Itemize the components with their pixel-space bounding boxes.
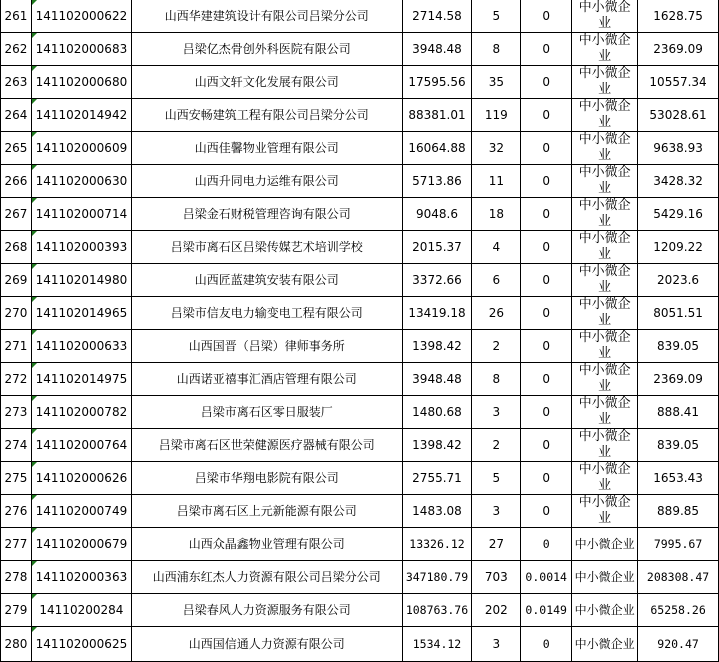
value-cell: 839.05	[638, 429, 719, 462]
row-number-cell: 279	[1, 594, 32, 627]
code-cell: 141102000749	[31, 495, 131, 528]
code-cell: 141102014980	[31, 264, 131, 297]
rate-cell: 0	[521, 264, 572, 297]
count-cell: 5	[472, 0, 521, 33]
company-name-cell: 吕梁市华翔电影院有限公司	[131, 462, 402, 495]
table-row	[1, 594, 719, 627]
amount-cell: 13419.18	[402, 297, 472, 330]
table-row	[1, 231, 719, 264]
row-number-cell: 275	[1, 462, 32, 495]
count-cell: 3	[472, 627, 521, 662]
rate-cell: 0	[521, 396, 572, 429]
count-cell: 11	[472, 165, 521, 198]
code-cell: 141102000393	[31, 231, 131, 264]
row-number-cell: 263	[1, 66, 32, 99]
row-number-cell: 267	[1, 198, 32, 231]
row-number-cell: 272	[1, 363, 32, 396]
company-name-cell: 山西升同电力运维有限公司	[131, 165, 402, 198]
rate-cell: 0	[521, 429, 572, 462]
count-cell: 2	[472, 429, 521, 462]
count-cell: 119	[472, 99, 521, 132]
amount-cell: 108763.76	[402, 594, 472, 627]
table-row	[1, 132, 719, 165]
count-cell: 703	[472, 561, 521, 594]
table-row	[1, 198, 719, 231]
company-name-cell: 吕梁市离石区吕梁传媒艺术培训学校	[131, 231, 402, 264]
count-cell: 8	[472, 33, 521, 66]
value-cell: 888.41	[638, 396, 719, 429]
row-number-cell: 273	[1, 396, 32, 429]
code-cell: 141102000626	[31, 462, 131, 495]
amount-cell: 17595.56	[402, 66, 472, 99]
row-number-cell: 269	[1, 264, 32, 297]
count-cell: 3	[472, 396, 521, 429]
amount-cell: 347180.79	[402, 561, 472, 594]
value-cell: 1209.22	[638, 231, 719, 264]
enterprise-type-cell: 中小微企业	[572, 132, 638, 165]
company-name-cell: 山西佳馨物业管理有限公司	[131, 132, 402, 165]
enterprise-type-cell: 中小微企业	[572, 528, 638, 561]
table-row	[1, 561, 719, 594]
company-name-cell: 吕梁市离石区零日服装厂	[131, 396, 402, 429]
company-name-cell: 吕梁春风人力资源服务有限公司	[131, 594, 402, 627]
row-number-cell: 265	[1, 132, 32, 165]
count-cell: 6	[472, 264, 521, 297]
value-cell: 2023.6	[638, 264, 719, 297]
table-row	[1, 363, 719, 396]
rate-cell: 0	[521, 33, 572, 66]
row-number-cell: 277	[1, 528, 32, 561]
row-number-cell: 276	[1, 495, 32, 528]
code-cell: 141102000363	[31, 561, 131, 594]
row-number-cell: 271	[1, 330, 32, 363]
count-cell: 202	[472, 594, 521, 627]
row-number-cell: 262	[1, 33, 32, 66]
table-row	[1, 396, 719, 429]
company-name-cell: 山西文轩文化发展有限公司	[131, 66, 402, 99]
rate-cell: 0	[521, 165, 572, 198]
enterprise-type-cell: 中小微企业	[572, 495, 638, 528]
rate-cell: 0	[521, 462, 572, 495]
table-row	[1, 462, 719, 495]
enterprise-type-cell: 中小微企业	[572, 462, 638, 495]
count-cell: 26	[472, 297, 521, 330]
enterprise-type-cell: 中小微企业	[572, 66, 638, 99]
value-cell: 208308.47	[638, 561, 719, 594]
enterprise-type-cell: 中小微企业	[572, 99, 638, 132]
amount-cell: 13326.12	[402, 528, 472, 561]
count-cell: 2	[472, 330, 521, 363]
value-cell: 1628.75	[638, 0, 719, 33]
count-cell: 32	[472, 132, 521, 165]
enterprise-type-cell: 中小微企业	[572, 363, 638, 396]
company-name-cell: 山西匠蓝建筑安装有限公司	[131, 264, 402, 297]
code-cell: 141102000622	[31, 0, 131, 33]
enterprise-type-cell: 中小微企业	[572, 33, 638, 66]
row-number-cell: 270	[1, 297, 32, 330]
table-row	[1, 0, 719, 33]
company-name-cell: 山西众晶鑫物业管理有限公司	[131, 528, 402, 561]
amount-cell: 1398.42	[402, 330, 472, 363]
row-number-cell: 280	[1, 627, 32, 662]
code-cell: 141102014942	[31, 99, 131, 132]
company-name-cell: 山西安畅建筑工程有限公司吕梁分公司	[131, 99, 402, 132]
value-cell: 3428.32	[638, 165, 719, 198]
code-cell: 141102000633	[31, 330, 131, 363]
rate-cell: 0.0014	[521, 561, 572, 594]
count-cell: 35	[472, 66, 521, 99]
company-name-cell: 山西诺亚禧事汇酒店管理有限公司	[131, 363, 402, 396]
company-name-cell: 山西华建建筑设计有限公司吕梁分公司	[131, 0, 402, 33]
company-name-cell: 山西国信通人力资源有限公司	[131, 627, 402, 662]
company-name-cell: 吕梁市离石区上元新能源有限公司	[131, 495, 402, 528]
table-row	[1, 330, 719, 363]
enterprise-type-cell: 中小微企业	[572, 627, 638, 662]
code-cell: 141102000630	[31, 165, 131, 198]
count-cell: 3	[472, 495, 521, 528]
enterprise-type-cell: 中小微企业	[572, 231, 638, 264]
code-cell: 141102000680	[31, 66, 131, 99]
value-cell: 839.05	[638, 330, 719, 363]
table-row	[1, 264, 719, 297]
code-cell: 141102000609	[31, 132, 131, 165]
company-name-cell: 山西国晋（吕梁）律师事务所	[131, 330, 402, 363]
code-cell: 141102000782	[31, 396, 131, 429]
table-row	[1, 33, 719, 66]
count-cell: 18	[472, 198, 521, 231]
enterprise-type-cell: 中小微企业	[572, 297, 638, 330]
value-cell: 5429.16	[638, 198, 719, 231]
row-number-cell: 266	[1, 165, 32, 198]
rate-cell: 0	[521, 528, 572, 561]
amount-cell: 2015.37	[402, 231, 472, 264]
amount-cell: 1398.42	[402, 429, 472, 462]
enterprise-type-cell: 中小微企业	[572, 429, 638, 462]
amount-cell: 1534.12	[402, 627, 472, 662]
table-row	[1, 165, 719, 198]
value-cell: 2369.09	[638, 33, 719, 66]
count-cell: 27	[472, 528, 521, 561]
code-cell: 141102014975	[31, 363, 131, 396]
rate-cell: 0	[521, 627, 572, 662]
rate-cell: 0	[521, 99, 572, 132]
rate-cell: 0	[521, 495, 572, 528]
value-cell: 53028.61	[638, 99, 719, 132]
amount-cell: 2755.71	[402, 462, 472, 495]
enterprise-type-cell: 中小微企业	[572, 396, 638, 429]
enterprise-type-cell: 中小微企业	[572, 330, 638, 363]
enterprise-type-cell: 中小微企业	[572, 264, 638, 297]
enterprise-type-cell: 中小微企业	[572, 198, 638, 231]
value-cell: 2369.09	[638, 363, 719, 396]
rate-cell: 0	[521, 66, 572, 99]
row-number-cell: 261	[1, 0, 32, 33]
value-cell: 1653.43	[638, 462, 719, 495]
amount-cell: 5713.86	[402, 165, 472, 198]
count-cell: 5	[472, 462, 521, 495]
code-cell: 141102000683	[31, 33, 131, 66]
company-name-cell: 吕梁市信友电力输变电工程有限公司	[131, 297, 402, 330]
table-row	[1, 429, 719, 462]
code-cell: 14110200284	[31, 594, 131, 627]
amount-cell: 3948.48	[402, 33, 472, 66]
table-row	[1, 297, 719, 330]
enterprise-type-cell: 中小微企业	[572, 0, 638, 33]
value-cell: 9638.93	[638, 132, 719, 165]
value-cell: 920.47	[638, 627, 719, 662]
company-name-cell: 山西浦东红杰人力资源有限公司吕梁分公司	[131, 561, 402, 594]
rate-cell: 0	[521, 198, 572, 231]
amount-cell: 1483.08	[402, 495, 472, 528]
table-row	[1, 528, 719, 561]
company-name-cell: 吕梁金石财税管理咨询有限公司	[131, 198, 402, 231]
enterprise-type-cell: 中小微企业	[572, 594, 638, 627]
rate-cell: 0	[521, 0, 572, 33]
code-cell: 141102014965	[31, 297, 131, 330]
amount-cell: 2714.58	[402, 0, 472, 33]
row-number-cell: 274	[1, 429, 32, 462]
company-name-cell: 吕梁市离石区世荣健源医疗器械有限公司	[131, 429, 402, 462]
table-row	[1, 99, 719, 132]
enterprise-type-cell: 中小微企业	[572, 165, 638, 198]
row-number-cell: 264	[1, 99, 32, 132]
amount-cell: 1480.68	[402, 396, 472, 429]
code-cell: 141102000679	[31, 528, 131, 561]
row-number-cell: 268	[1, 231, 32, 264]
enterprise-type-cell: 中小微企业	[572, 561, 638, 594]
table-body	[1, 0, 719, 662]
amount-cell: 3372.66	[402, 264, 472, 297]
table-row	[1, 66, 719, 99]
row-number-cell: 278	[1, 561, 32, 594]
table-row	[1, 627, 719, 662]
value-cell: 65258.26	[638, 594, 719, 627]
count-cell: 8	[472, 363, 521, 396]
rate-cell: 0.0149	[521, 594, 572, 627]
value-cell: 7995.67	[638, 528, 719, 561]
amount-cell: 16064.88	[402, 132, 472, 165]
rate-cell: 0	[521, 297, 572, 330]
count-cell: 4	[472, 231, 521, 264]
rate-cell: 0	[521, 132, 572, 165]
value-cell: 889.85	[638, 495, 719, 528]
rate-cell: 0	[521, 231, 572, 264]
company-name-cell: 吕梁亿杰骨创外科医院有限公司	[131, 33, 402, 66]
amount-cell: 3948.48	[402, 363, 472, 396]
value-cell: 10557.34	[638, 66, 719, 99]
amount-cell: 9048.6	[402, 198, 472, 231]
table-row	[1, 495, 719, 528]
rate-cell: 0	[521, 330, 572, 363]
value-cell: 8051.51	[638, 297, 719, 330]
rate-cell: 0	[521, 363, 572, 396]
amount-cell: 88381.01	[402, 99, 472, 132]
code-cell: 141102000764	[31, 429, 131, 462]
code-cell: 141102000714	[31, 198, 131, 231]
code-cell: 141102000625	[31, 627, 131, 662]
